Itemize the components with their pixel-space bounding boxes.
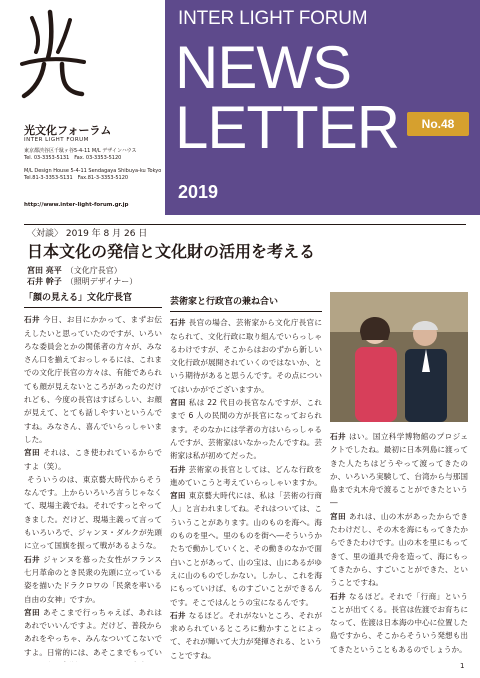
article-title: 日本文化の発信と文化財の活用を考える <box>27 242 316 261</box>
paragraph-text: あれは、山の木があったからできたわけだし、その木を海にもってきたからできたわけです。山の木を里にもってきて、里の道具で舟を造って、海にもってきたから、すごいことができた、ということですね。 <box>330 511 468 588</box>
paragraph-text: なるほど。それがないところ、それが求められているところに動かすことによって、それが輝いて大力が発揮される、ということですね。 <box>170 610 322 660</box>
paragraph <box>24 313 162 446</box>
paragraph <box>24 606 162 662</box>
paragraph-text: あそこまで行っちゃえば、あれはあれでいいんですよ。だけど、普段からあれをやっちゃ、みんなついてこないですよ。日常的には、あそこまでもってい <box>24 607 162 657</box>
address-line: M/L Design House 5-4-11 Sendagaya Shibuya-ku Tokyo <box>24 168 162 174</box>
paragraph <box>24 446 162 473</box>
light-kanji-logo-icon <box>18 8 88 100</box>
paragraph <box>330 656 468 658</box>
paragraph-text: そういうのは、東京藝大時代からそうなんです。上からいろいろ言うじゃなくて、現場主義でね。それですっとやってきました。だけど、現場主義って言ってもいろいろで、ジャンヌ・ダルクが先頭に立って国旗を振って戦があるような。 <box>24 474 162 551</box>
paragraph-text: なるほど。それで「行商」ということが出てくる。長官は佐渡でお育ちになって、佐渡は日本海の中心に位置した島ですから、そこからそういう発想も出てきたということもあるのでしょうか。 <box>330 591 468 654</box>
paragraph-text: 今日、お目にかかって、まずお伝えしたいと思っていたのですが、いろいろな委員会とかの関係者の方々が、みなさん口を揃えておっしゃるには、これまでの文化庁長官の方々は、有能であられても顔が見えないところがあったのだけれども、今度の長官はすばらしい、お顔が見えて、とても話しやすいというんですね。みなさん、喜んでいらっしゃいました。 <box>24 315 162 444</box>
paragraph <box>24 553 162 606</box>
participant <box>27 276 137 287</box>
participant-name: 石井 幹子 <box>27 277 62 286</box>
paragraph-text: 東京藝大時代には、私は「芸術の行商人」と言われましてね。それはついては、こういうことがあります。山のものを海へ。海のものを里へ。里のものを街へ―そういうかたちで動かしていくと、その動きのなかで面白いことがあって、山の宝は、山にあるがゆえに山のものでしかない。しかし、これを海にもっていけば、ものすごいことができるんです。そこではんとうの宝になるんです。 <box>170 491 322 607</box>
speaker: 石井 <box>170 318 186 328</box>
address-line: 東京都渋谷区千駄ヶ谷5-4-11 M/L デザインハウス <box>24 148 137 154</box>
divider <box>24 224 466 225</box>
website-url[interactable]: http://www.inter-light-forum.gr.jp <box>24 202 129 208</box>
masthead-letter: LETTER <box>175 94 400 161</box>
paragraph-text: ジャンヌを慕った女性がフランス七月革命のとき民衆の先頭に立っている姿を描いたドラクロワの「民衆を率いる自由の女神」ですか。 <box>24 554 162 604</box>
issue-badge: No.48 <box>407 112 469 136</box>
article-left-column <box>24 292 162 662</box>
photo-illustration <box>330 292 468 422</box>
paragraph-text: 私は 22 代目の長官なんですが、これまで 6 人の民間の方が長官になっておられます。そのなかには学者の方はいらっしゃるんですが、芸術家はいなかったんですね。芸術家は私が初めてだった。 <box>170 398 322 461</box>
paragraph <box>330 590 468 656</box>
article-middle-column <box>170 292 322 662</box>
masthead-left-panel <box>0 0 165 215</box>
speaker: 宮田 <box>24 607 40 617</box>
page-number: 1 <box>460 662 465 670</box>
section-heading: 芸術家と行政官の兼ね合い <box>170 296 322 312</box>
speaker: 宮田 <box>170 491 186 501</box>
speaker: 石井 <box>24 554 41 564</box>
paragraph <box>24 473 162 553</box>
paragraph-text: 長官の場合、芸術家から文化庁長官になられて、文化行政に取り組んでいらっしゃるわけですが、そこからはおのずから新しい文化行政が展開されていくのではないか、という期待があると思うんです。その点についてはいかがでございますか。 <box>170 318 322 394</box>
forum-title: INTER LIGHT FORUM <box>178 8 368 29</box>
org-name: 光文化フォーラム <box>24 124 112 137</box>
paragraph-text: 芸術家の長官としては、どんな行政を進めていこうと考えていらっしゃいますか。 <box>170 464 322 487</box>
paragraph <box>170 463 322 490</box>
newsletter-header <box>0 0 480 215</box>
speaker: 宮田 <box>330 511 346 521</box>
issue-year: 2019 <box>178 182 219 202</box>
paragraph <box>330 510 468 590</box>
paragraph <box>170 609 322 662</box>
paragraph <box>170 489 322 609</box>
speaker: 宮田 <box>170 398 186 408</box>
interview-photo <box>330 292 468 422</box>
paragraph <box>170 396 322 462</box>
participant-role: （文化庁長官） <box>65 266 122 275</box>
paragraph-text: それは、こき使われているからですよ（笑）。 <box>24 448 162 471</box>
speaker: 石井 <box>170 464 186 474</box>
speaker: 石井 <box>24 315 40 325</box>
speaker: 宮田 <box>24 448 40 458</box>
participant <box>27 265 122 276</box>
article-right-lower-column <box>330 430 468 658</box>
article-date: 2019 年 8 月 26 日 <box>65 229 148 239</box>
address-line: Tel. 03-3353-5131 Fax. 03-3353-5120 <box>24 155 122 161</box>
section-heading: 「顔の見える」文化庁長官 <box>24 292 162 308</box>
masthead-news: NEWS <box>175 34 351 101</box>
participant-name: 宮田 亮平 <box>27 266 62 275</box>
participant-role: （照明デザイナー） <box>65 277 138 286</box>
speaker: 石井 <box>330 591 346 601</box>
speaker: 石井 <box>170 610 186 620</box>
paragraph <box>170 316 322 396</box>
article-label: 〈対談〉 <box>27 229 64 239</box>
paragraph <box>330 430 468 510</box>
org-subtitle: INTER LIGHT FORUM <box>24 137 89 143</box>
paragraph-text: はい。国立科学博物館のプロジェクトでしたね。最初に日本列島に渡ってきた人たちはどうやって渡ってきたのか、いろいろ実験して、台湾から与那国島まで丸木舟で渡ることができたという― <box>330 432 468 508</box>
article-kicker <box>27 226 147 239</box>
speaker: 石井 <box>330 432 346 441</box>
address-line: Tel.81-3-3353-5131 Fax.81-3-3353-5120 <box>24 175 129 181</box>
